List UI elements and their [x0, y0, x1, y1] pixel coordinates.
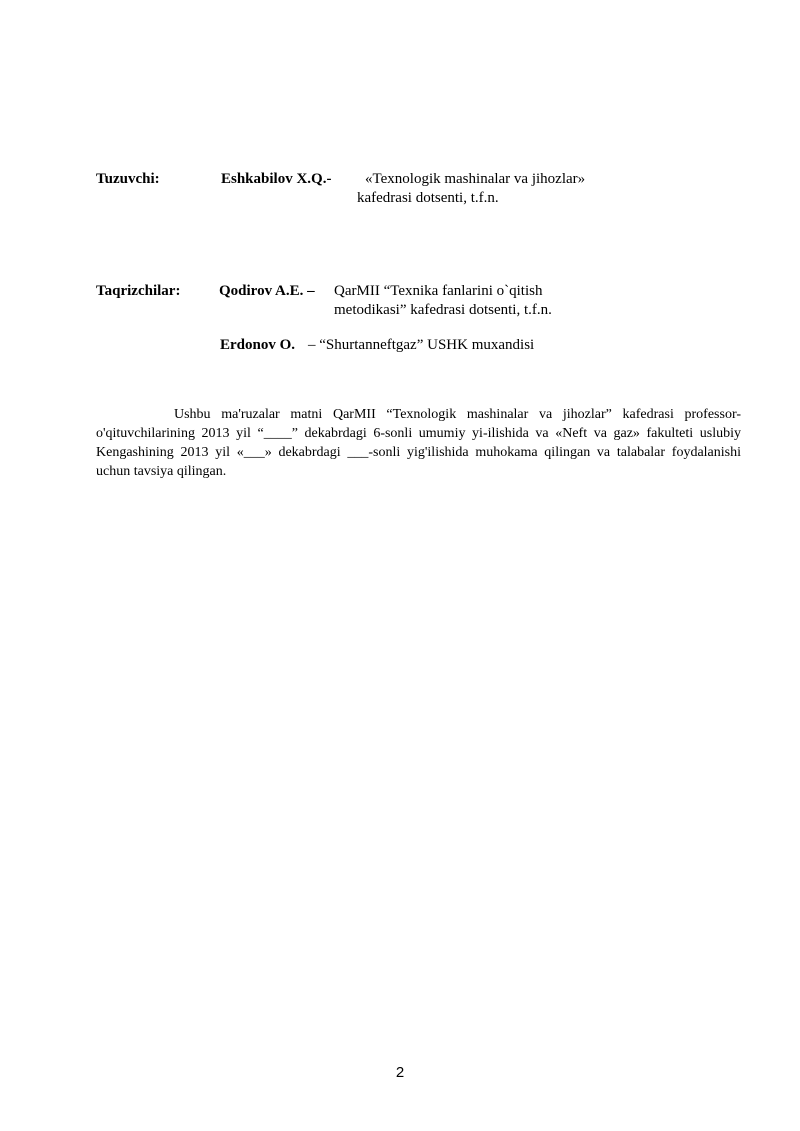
compiler-position-line2: kafedrasi dotsenti, t.f.n. [357, 190, 499, 206]
reviewer-1-position-line1: QarMII “Texnika fanlarini o`qitish [334, 283, 543, 299]
approval-paragraph [96, 405, 741, 481]
page-number: 2 [395, 1064, 405, 1081]
reviewer-1-name: Qodirov A.E. – [219, 283, 315, 299]
compiler-position-line1: «Texnologik mashinalar va jihozlar» [365, 171, 586, 187]
reviewer-2-position: – “Shurtanneftgaz” USHK muxandisi [308, 337, 535, 353]
approval-paragraph-text: Ushbu ma'ruzalar matni QarMII “Texnologik mashinalar va jihozlar” kafedrasi professor-o'qituvchilarining 2013 yil “____” dekabrdagi 6-sonli umumiy yi-ilishida va «Neft va gaz» fakulteti uslubiy Kengashining 2013 yil «___» dekabrdagi ___-sonli yig'ilishida muhokama qilingan va talabalar foydalanishi uchun tavsiya qilingan. [96, 407, 741, 479]
reviewers-label: Taqrizchilar: [96, 283, 181, 299]
reviewer-1-position-line2: metodikasi” kafedrasi dotsenti, t.f.n. [334, 302, 552, 318]
reviewer-2-name: Erdonov O. [220, 337, 296, 353]
compiler-name: Eshkabilov X.Q.- [221, 171, 332, 187]
compiler-label: Tuzuvchi: [96, 171, 160, 187]
